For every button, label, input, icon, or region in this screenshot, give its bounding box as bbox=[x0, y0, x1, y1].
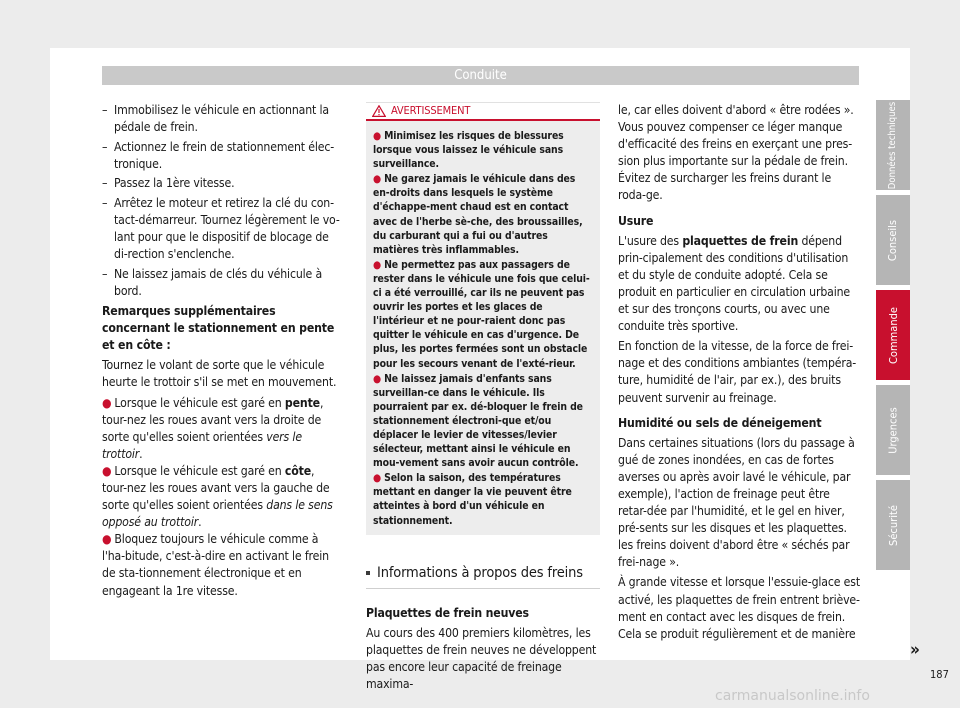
tab-securite[interactable]: Sécurité bbox=[876, 480, 910, 570]
tab-commande[interactable]: Commande bbox=[876, 290, 910, 380]
remarks-intro: Tournez le volant de sorte que le véhicule heurte le trottoir s'il se met en mouvement. bbox=[102, 358, 337, 390]
warning-title: AVERTISSEMENT bbox=[391, 104, 471, 117]
warning-header bbox=[366, 103, 600, 121]
new-pads-paragraph: Au cours des 400 premiers kilomètres, les plaquettes de frein neuves ne développent pas encore leur capacité de freinage maxima- bbox=[366, 625, 597, 692]
bullet-dot-icon: ● bbox=[373, 130, 382, 142]
column-right bbox=[618, 102, 860, 643]
step-item: – Arrêtez le moteur et retirez la clé du con-tact-démarreur. Tournez légèrement le vo-lant pour que le dispositif de blocage de di-rection s'enclenche. bbox=[102, 195, 342, 263]
step-item: – Actionnez le frein de stationnement élec-tronique. bbox=[102, 139, 342, 173]
wiper-paragraph: À grande vitesse et lorsque l'essuie-glace est activé, les plaquettes de frein entrent briève-ment en contact avec les disques de frein. Cela se produit régulièrement et de manière bbox=[618, 575, 860, 641]
bullet-dot-icon: ● bbox=[373, 173, 382, 186]
bullet-dot-icon: ● bbox=[102, 532, 112, 547]
wear-heading: Usure bbox=[618, 213, 654, 228]
tab-urgences[interactable]: Urgences bbox=[876, 385, 910, 475]
bullet-dot-icon: ● bbox=[102, 395, 112, 410]
bullet-dot-icon: ● bbox=[102, 463, 112, 478]
tab-conseils[interactable]: Conseils bbox=[876, 195, 910, 285]
bullet-dot-icon: ● bbox=[373, 472, 382, 485]
warning-triangle-icon bbox=[372, 105, 386, 117]
warning-body bbox=[366, 121, 600, 535]
wear-paragraph: L'usure des plaquettes de frein dépend prin-cipalement des conditions d'utilisation et du style de conduite adopté. Cela se produit en particulier en circulation urbaine et sur des tronçons courts, ou avec une conduite très sportive. bbox=[618, 233, 851, 334]
warning-box bbox=[366, 102, 600, 535]
page-number: 187 bbox=[930, 668, 949, 681]
step-item: – Passez la 1ère vitesse. bbox=[102, 175, 342, 192]
warning-item: ● Minimisez les risques de blessures lorsque vous laissez le véhicule sans surveillance. bbox=[373, 130, 564, 171]
new-pads-heading: Plaquettes de frein neuves bbox=[366, 605, 529, 620]
bedding-paragraph: le, car elles doivent d'abord « être rodées ». Vous pouvez compenser ce léger manque d'efficacité des freins en exerçant une pres-sion plus importante sur la pédale de frein. Évitez de surcharger les freins durant le roda-ge. bbox=[618, 103, 854, 203]
watermark: carmanualsonline.info bbox=[715, 688, 870, 704]
column-middle bbox=[366, 102, 600, 693]
step-item: – Immobilisez le véhicule en actionnant la pédale de frein. bbox=[102, 102, 342, 136]
tab-donnees-techniques[interactable]: Données techniques bbox=[876, 100, 910, 190]
step-item: – Ne laissez jamais de clés du véhicule à bord. bbox=[102, 266, 342, 300]
chapter-header: Conduite bbox=[102, 66, 859, 85]
bullet-hill: ● Lorsque le véhicule est garé en côte, tour-nez les roues avant vers la gauche de sorte qu'elles soient orientées dans le sens opposé au trottoir. bbox=[102, 463, 333, 530]
humidity-heading: Humidité ou sels de déneigement bbox=[618, 415, 822, 430]
continued-arrow-icon: » bbox=[910, 640, 920, 660]
page-sheet bbox=[50, 48, 949, 692]
humidity-paragraph: Dans certaines situations (lors du passage à gué de zones inondées, en cas de fortes averses ou après avoir lavé le véhicule, par exemple), l'action de freinage peut être retar-dée par l'humidité, et le gel en hiver, pré-sents sur les disques et les plaquettes. les freins doivent d'abord être « séchés par frei-nage ». bbox=[618, 435, 855, 570]
section-marker-icon bbox=[366, 571, 370, 575]
bullet-secure: ● Bloquez toujours le véhicule comme à l'ha-bitude, c'est-à-dire en activant le frein de sta-tionnement électronique et en engageant la 1re vitesse. bbox=[102, 532, 329, 598]
noise-paragraph: En fonction de la vitesse, de la force de frei-nage et des conditions ambiantes (tempéra-ture, humidité de l'air, par ex.), des bruits peuvent survenir au freinage. bbox=[618, 339, 857, 405]
bullet-dot-icon: ● bbox=[373, 372, 382, 385]
section-heading: Informations à propos des freins bbox=[366, 565, 600, 589]
chapter-sidebar bbox=[876, 100, 910, 575]
column-left bbox=[102, 102, 342, 600]
bullet-dot-icon: ● bbox=[373, 258, 382, 271]
bullet-slope: ● Lorsque le véhicule est garé en pente, tour-nez les roues avant vers la droite de sorte qu'elles soient orientées vers le trottoir. bbox=[102, 395, 324, 461]
warning-item: ● Ne laissez jamais d'enfants sans surveillan-ce dans le véhicule. Ils pourraient par ex. dé-bloquer le frein de stationnement électroni-que et/ou déplacer le levier de vitesses/levier sélecteur, mettant ainsi le véhicule en mou-vement sans avoir aucun contrôle. bbox=[373, 372, 583, 470]
warning-item: ● Selon la saison, des températures mettant en danger la vie peuvent être atteintes à bord d'un véhicule en stationnement. bbox=[373, 472, 572, 527]
warning-item: ● Ne garez jamais le véhicule dans des en-droits dans lesquels le système d'échappe-ment chaud est en contact avec de l'herbe sè-che, des broussailles, du carburant qui a fui ou d'autres matières très inflammables. bbox=[373, 173, 583, 256]
warning-item: ● Ne permettez pas aux passagers de rester dans le véhicule une fois que celui-ci a été verrouillé, car ils ne peuvent pas ouvrir les portes et les glaces de l'intérieur et ne pour-raient donc pas quitter le véhicule en cas d'urgence. De plus, les portes fermées sont un obstacle pour les secours venant de l'exté-rieur. bbox=[373, 258, 590, 370]
remarks-heading: Remarques supplémentaires concernant le stationnement en pente et en côte : bbox=[102, 304, 335, 353]
